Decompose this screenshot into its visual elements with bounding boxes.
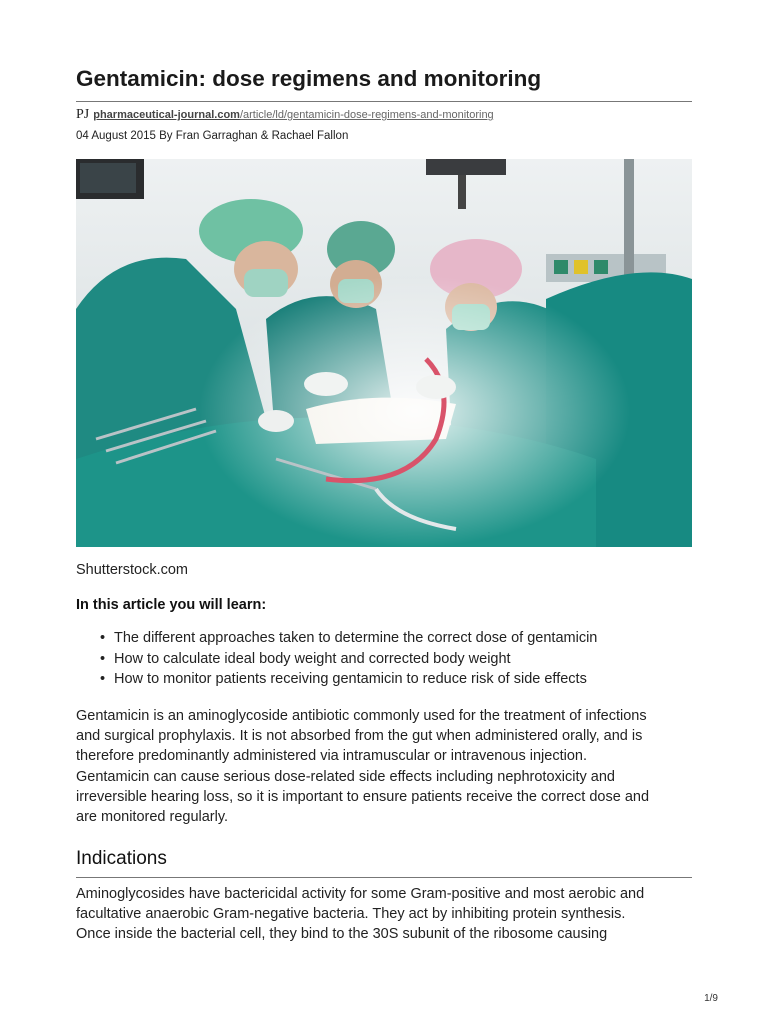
bullet-marker: • (100, 630, 106, 646)
list-item: • How to calculate ideal body weight and corrected body weight (76, 649, 597, 670)
section-heading-indications: Indications (76, 848, 167, 869)
bullet-marker: • (100, 650, 106, 667)
section-divider (76, 877, 692, 878)
image-caption: Shutterstock.com (76, 562, 189, 578)
article-byline: 04 August 2015 By Fran Garraghan & Rachael Fallon (76, 130, 349, 142)
learning-points-list (76, 628, 597, 690)
article-title: Gentamicin: dose regimens and monitoring (76, 66, 542, 91)
list-item: • The different approaches taken to determine the correct dose of gentamicin (76, 628, 597, 649)
learn-heading: In this article you will learn: (76, 597, 267, 613)
pj-logo: PJ (76, 107, 90, 122)
source-path-link[interactable]: /article/ld/gentamicin-dose-regimens-and-monitoring (239, 109, 494, 121)
intro-paragraph: Gentamicin is an aminoglycoside antibiotic commonly used for the treatment of infections and surgical prophylaxis. It is not absorbed from the gut when administered orally, and is therefore predominantly administered via intramuscular or intravenous injection. Gentamicin can cause serious dose-related side effects including nephrotoxicity and irreversible hearing loss, so it is important to ensure patients receive the correct dose and are monitored regularly. (76, 708, 650, 826)
page-indicator: 1/9 (704, 993, 718, 1004)
source-domain-link[interactable]: pharmaceutical-journal.com (93, 109, 240, 121)
surgery-photo (76, 159, 692, 547)
title-divider (76, 101, 692, 102)
list-item: • How to monitor patients receiving gentamicin to reduce risk of side effects (76, 669, 597, 690)
source-line (76, 107, 494, 123)
indications-paragraph: Aminoglycosides have bactericidal activity for some Gram-positive and most aerobic and facultative anaerobic Gram-negative bacteria. They act by inhibiting protein synthesis. Once inside the bacterial cell, they bind to the 30S subunit of the ribosome causing (76, 886, 645, 943)
bullet-marker: • (100, 671, 106, 687)
